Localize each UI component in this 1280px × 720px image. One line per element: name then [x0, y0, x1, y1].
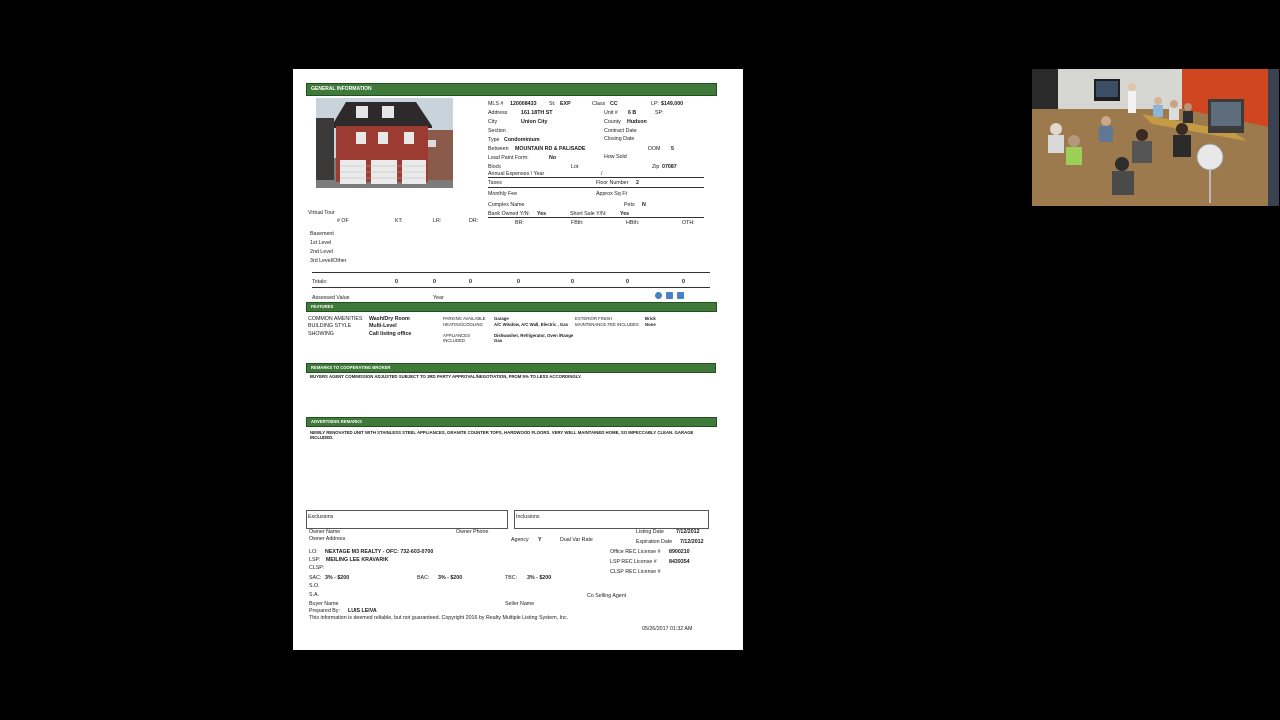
- agency-value: Y: [538, 537, 542, 543]
- rooms-header: KT:: [395, 218, 403, 224]
- clsp-label: CLSP:: [309, 565, 325, 571]
- realtor-icon: [677, 292, 684, 299]
- zip-value: 07087: [662, 164, 677, 170]
- seller-name-label: Seller Name: [505, 601, 535, 607]
- rule: [312, 272, 710, 273]
- level-label: 2nd Level: [310, 249, 333, 255]
- showing-value: Call listing office: [369, 331, 412, 337]
- owner-name-label: Owner Name: [309, 529, 341, 535]
- total-value: 0: [571, 279, 574, 285]
- total-value: 0: [433, 279, 436, 285]
- advertising-remarks-text: NEWLY RENOVATED UNIT WITH STAINLESS STEEL APPLIANCES, GRANITE COUNTER TOPS, HARDWOOD FLOORS. VERY WELL MAINTAINED HOME, SO IMPECCABLY CLEAN. GARAGE INCLUDED.: [310, 430, 694, 440]
- inclusions-box: [514, 510, 709, 529]
- lsp-license-value: 8439354: [669, 559, 690, 565]
- pets-value: N: [642, 202, 646, 208]
- sac-label: SAC:: [309, 575, 322, 581]
- year-label: Year: [433, 295, 444, 301]
- rule: [312, 287, 710, 288]
- amenities-value: Wash/Dry Room: [369, 316, 410, 322]
- rooms-header: DR:: [469, 218, 479, 224]
- class-value: CC: [610, 101, 618, 107]
- pets-label: Pets: [624, 202, 635, 208]
- totals-label: Totals:: [312, 279, 328, 285]
- heating-value: A/C Window, A/C Wall, Electric , Gas: [494, 322, 568, 327]
- listing-date-value: 7/12/2012: [676, 529, 700, 535]
- tbc-value: 3% - $200: [527, 575, 552, 581]
- short-sale-label: Short Sale Y/N:: [570, 211, 607, 217]
- county-label: County: [604, 119, 621, 125]
- co-selling-agent-label: Co Selling Agent: [587, 593, 627, 599]
- bank-owned-label: Bank Owned Y/N:: [488, 211, 531, 217]
- exclusions-box: [306, 510, 508, 529]
- disclaimer-text: This information is deemed reliable, but not guaranteed. Copyright 2016 by Realty Multiple Listing System, Inc.: [309, 615, 569, 621]
- class-label: Class: [592, 101, 606, 107]
- total-value: 0: [517, 279, 520, 285]
- type-label: Type: [488, 137, 500, 143]
- between-value: MOUNTAIN RD & PALISADE: [515, 146, 586, 152]
- lead-paint-label: Lead Paint Form:: [488, 155, 529, 161]
- rule: [488, 187, 704, 188]
- sp-label: SP:: [655, 110, 664, 116]
- dom-label: DOM: [648, 146, 661, 152]
- unit-label: Unit #: [604, 110, 618, 116]
- dom-value: 5: [671, 146, 674, 152]
- exterior-finish-label: EXTERIOR FINISH: [575, 316, 613, 321]
- owner-phone-label: Owner Phone: [456, 529, 489, 535]
- lo-label: LO:: [309, 549, 318, 555]
- sa-label: S.A.: [309, 592, 320, 598]
- section-header-features: FEATURES: [306, 302, 717, 312]
- zip-label: Zip: [652, 164, 660, 170]
- rooms-header: OTH:: [682, 220, 695, 226]
- prepared-by-value: LUIS LEIVA: [348, 608, 377, 614]
- rule: [488, 177, 704, 178]
- short-sale-value: Yes: [620, 211, 630, 217]
- print-timestamp: 05/26/2017 01:32 AM: [642, 626, 693, 632]
- lead-paint-value: No: [549, 155, 557, 161]
- type-value: Condominium: [504, 137, 540, 143]
- exterior-finish-value: Brick: [645, 316, 656, 321]
- section-label: Section: [488, 128, 506, 134]
- dual-var-rate-label: Dual Var Rate: [560, 537, 593, 543]
- prepared-by-label: Prepared By:: [309, 608, 340, 614]
- unit-value: 6 B: [628, 110, 637, 116]
- appliances-value: Dishwasher, Refrigerator, Oven /Range Gas: [494, 333, 574, 343]
- taxes-label: Taxes: [488, 180, 502, 186]
- level-label: 3rd Level/Other: [310, 258, 347, 264]
- total-value: 0: [469, 279, 472, 285]
- lsp-license-label: LSP REC License #: [610, 559, 657, 565]
- total-value: 0: [682, 279, 685, 285]
- rooms-header: FBth:: [571, 220, 584, 226]
- lsp-value: MEILING LEE KRAVARIK: [326, 557, 389, 563]
- total-value: 0: [395, 279, 398, 285]
- monthly-fee-label: Monthly Fee: [488, 191, 518, 197]
- mls-label: MLS #: [488, 101, 504, 107]
- status-value: EXP: [560, 101, 571, 107]
- equal-housing-icon: [666, 292, 673, 299]
- annual-expenses-slash: /: [601, 171, 603, 177]
- section-header-broker-remarks: REMARKS TO COOPERATING BROKER: [306, 363, 716, 373]
- office-license-label: Office REC License #: [610, 549, 661, 555]
- listing-date-label: Listing Date: [636, 529, 664, 535]
- rooms-header: HBth:: [626, 220, 640, 226]
- rooms-header: # OF: [337, 218, 349, 224]
- block-label: Block: [488, 164, 501, 170]
- address-value: 161 18TH ST: [521, 110, 553, 116]
- accessibility-icon: [655, 292, 662, 299]
- parking-value: Garage: [494, 316, 509, 321]
- lot-label: Lot: [571, 164, 579, 170]
- expiration-date-value: 7/12/2012: [680, 539, 704, 545]
- tbc-label: TBC:: [505, 575, 518, 581]
- virtual-tour-label: Virtual Tour: [308, 210, 335, 216]
- closing-date-label: Closing Date: [604, 136, 635, 142]
- office-license-value: 8900210: [669, 549, 690, 555]
- section-header-advertising-remarks: ADVERTISING REMARKS: [306, 417, 717, 427]
- buyer-name-label: Buyer Name: [309, 601, 339, 607]
- exclusions-label: Exclusions: [308, 514, 334, 520]
- address-label: Address: [488, 110, 508, 116]
- section-header-general: GENERAL INFORMATION: [306, 83, 717, 96]
- floor-number-value: 2: [636, 180, 639, 186]
- expiration-date-label: Expiration Date: [636, 539, 673, 545]
- meeting-video-feed: [1032, 69, 1279, 206]
- heating-label: HEATING/COOLING: [443, 322, 483, 327]
- inclusions-label: Inclusions: [516, 514, 540, 520]
- rooms-header: LR:: [433, 218, 442, 224]
- city-label: City: [488, 119, 498, 125]
- showing-label: SHOWING: [308, 331, 334, 337]
- sac-value: 3% - $200: [325, 575, 350, 581]
- lp-value: $149,000: [661, 101, 684, 107]
- level-label: 1st Level: [310, 240, 332, 246]
- lo-value: NEXTAGE M3 REALTY - OFC: 732-603-0700: [325, 549, 434, 555]
- building-style-label: BUILDING STYLE: [308, 323, 352, 329]
- lp-label: LP:: [651, 101, 659, 107]
- agency-label: Agency: [511, 537, 529, 543]
- bac-value: 3% - $200: [438, 575, 463, 581]
- city-value: Union City: [521, 119, 548, 125]
- listing-document-page: [293, 69, 743, 650]
- annual-expenses-label: Annual Expenses / Year: [488, 171, 545, 177]
- lsp-label: LSP:: [309, 557, 321, 563]
- floor-number-label: Floor Number: [596, 180, 629, 186]
- so-label: S.O.: [309, 583, 320, 589]
- maintenance-value: None: [645, 322, 656, 327]
- contract-date-label: Contract Date: [604, 128, 637, 134]
- property-photo: [316, 98, 453, 188]
- mls-value: 120008433: [510, 101, 537, 107]
- amenities-label: COMMON AMENITIES: [308, 316, 363, 322]
- complex-name-label: Complex Name: [488, 202, 525, 208]
- approx-sqft-label: Approx Sq Ft: [596, 191, 627, 197]
- maintenance-label: MAINTENANCE FEE INCLUDES: [575, 322, 639, 327]
- broker-remarks-text: BUYERS AGENT COMMISSION ADJUSTED SUBJECT TO 3RD PARTY APPROVAL/NEGOTIATION, FROM 5% TO LESS ACCORDINGLY.: [310, 374, 582, 379]
- level-label: Basement: [310, 231, 334, 237]
- between-label: Between: [488, 146, 509, 152]
- how-sold-label: How Sold: [604, 154, 627, 160]
- owner-address-label: Owner Address: [309, 536, 346, 542]
- bank-owned-value: Yes: [537, 211, 547, 217]
- appliances-label: APPLIANCES INCLUDED: [443, 333, 470, 343]
- building-style-value: Multi-Level: [369, 323, 397, 329]
- parking-label: PARKING AVAILABLE: [443, 316, 486, 321]
- clsp-license-label: CLSP REC License #: [610, 569, 661, 575]
- county-value: Hudson: [627, 119, 647, 125]
- rule: [488, 217, 704, 218]
- assessed-value-label: Assessed Value: [312, 295, 350, 301]
- total-value: 0: [626, 279, 629, 285]
- rooms-header: BR:: [515, 220, 524, 226]
- bac-label: BAC:: [417, 575, 430, 581]
- status-label: St:: [549, 101, 556, 107]
